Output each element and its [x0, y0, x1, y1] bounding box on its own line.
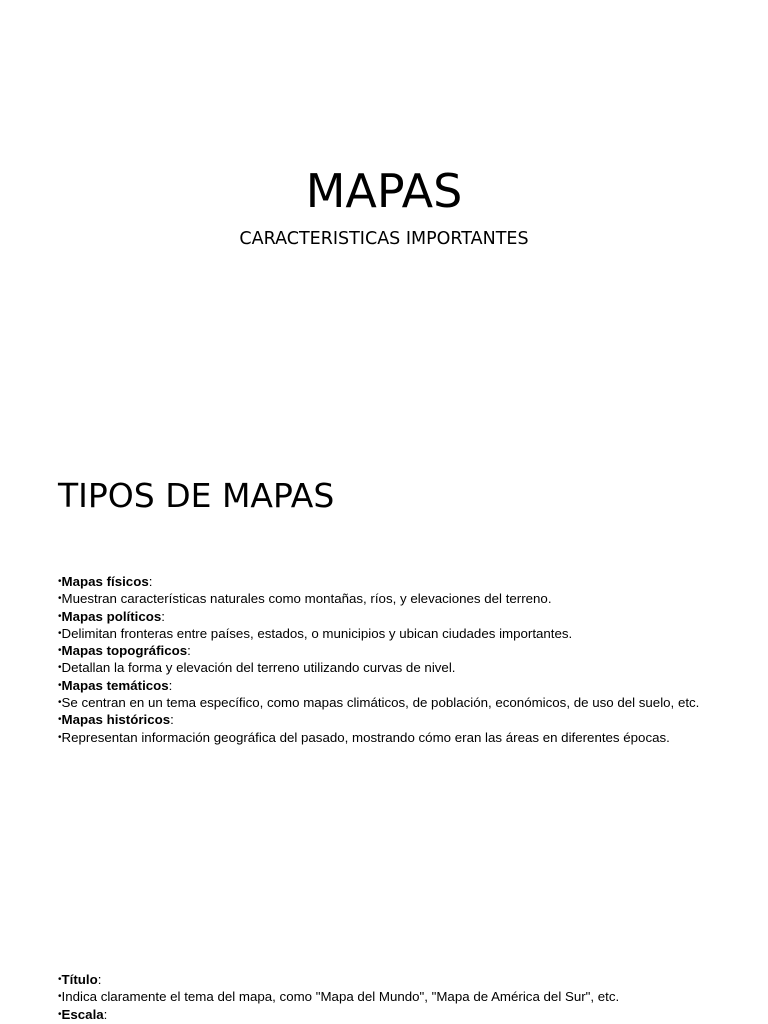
- bullet-icon: •: [58, 991, 62, 1003]
- bullet-icon: •: [58, 974, 62, 985]
- bullet-icon: •: [58, 627, 62, 639]
- term-suffix: :: [187, 643, 191, 659]
- term-suffix: :: [170, 712, 174, 728]
- list-item-term: [58, 642, 708, 659]
- bullet-icon: •: [58, 1008, 62, 1020]
- desc-text: Detallan la forma y elevación del terreno utilizando curvas de nivel.: [61, 660, 456, 676]
- list-item-desc: [58, 694, 708, 711]
- list-item-desc: [58, 590, 708, 607]
- desc-text: Indica claramente el tema del mapa, como "Mapa del Mundo", "Mapa de América del Sur", etc.: [61, 989, 620, 1005]
- slide-title: MAPAS: [305, 164, 463, 218]
- list-item-term: [58, 573, 708, 590]
- bullet-icon: •: [58, 645, 62, 657]
- term-label: Mapas políticos: [61, 608, 162, 624]
- bullet-icon: •: [58, 610, 62, 622]
- desc-text: Representan información geográfica del pasado, mostrando cómo eran las áreas en diferentes épocas.: [61, 729, 670, 745]
- list-item-desc: [58, 988, 708, 1005]
- bullet-icon: •: [58, 697, 62, 709]
- bullet-icon: •: [58, 593, 62, 605]
- term-label: Escala: [61, 1006, 104, 1022]
- list-item-term: [58, 1006, 708, 1023]
- term-label: Título: [61, 972, 98, 987]
- desc-text: Se centran en un tema específico, como mapas climáticos, de población, económicos, de uso del suelo, etc.: [61, 695, 700, 711]
- slide-subtitle: CARACTERISTICAS IMPORTANTES: [239, 229, 529, 249]
- term-label: Mapas temáticos: [61, 677, 169, 693]
- term-label: Mapas topográficos: [61, 643, 188, 659]
- map-elements-list: [58, 971, 708, 1023]
- term-suffix: :: [168, 677, 173, 693]
- bullet-icon: •: [58, 714, 62, 726]
- section-title-tipos: TIPOS DE MAPAS: [58, 476, 335, 515]
- term-label: Mapas físicos: [61, 574, 149, 589]
- desc-text: Muestran características naturales como montañas, ríos, y elevaciones del terreno.: [61, 591, 552, 607]
- list-item-desc: [58, 659, 708, 676]
- list-item-term: [58, 971, 708, 988]
- bullet-icon: •: [58, 679, 62, 691]
- list-item-desc: [58, 729, 708, 746]
- list-item-term: [58, 677, 708, 694]
- bullet-icon: •: [58, 662, 62, 674]
- term-suffix: :: [161, 608, 165, 624]
- list-item-term: [58, 608, 708, 625]
- map-types-list: [58, 573, 708, 746]
- term-suffix: :: [148, 574, 153, 589]
- list-item-term: [58, 711, 708, 728]
- term-suffix: :: [103, 1006, 108, 1022]
- bullet-icon: •: [58, 731, 62, 743]
- bullet-icon: •: [58, 576, 62, 587]
- term-label: Mapas históricos: [61, 712, 171, 728]
- desc-text: Delimitan fronteras entre países, estados, o municipios y ubican ciudades importantes.: [61, 625, 573, 641]
- list-item-desc: [58, 625, 708, 642]
- term-suffix: :: [97, 972, 102, 987]
